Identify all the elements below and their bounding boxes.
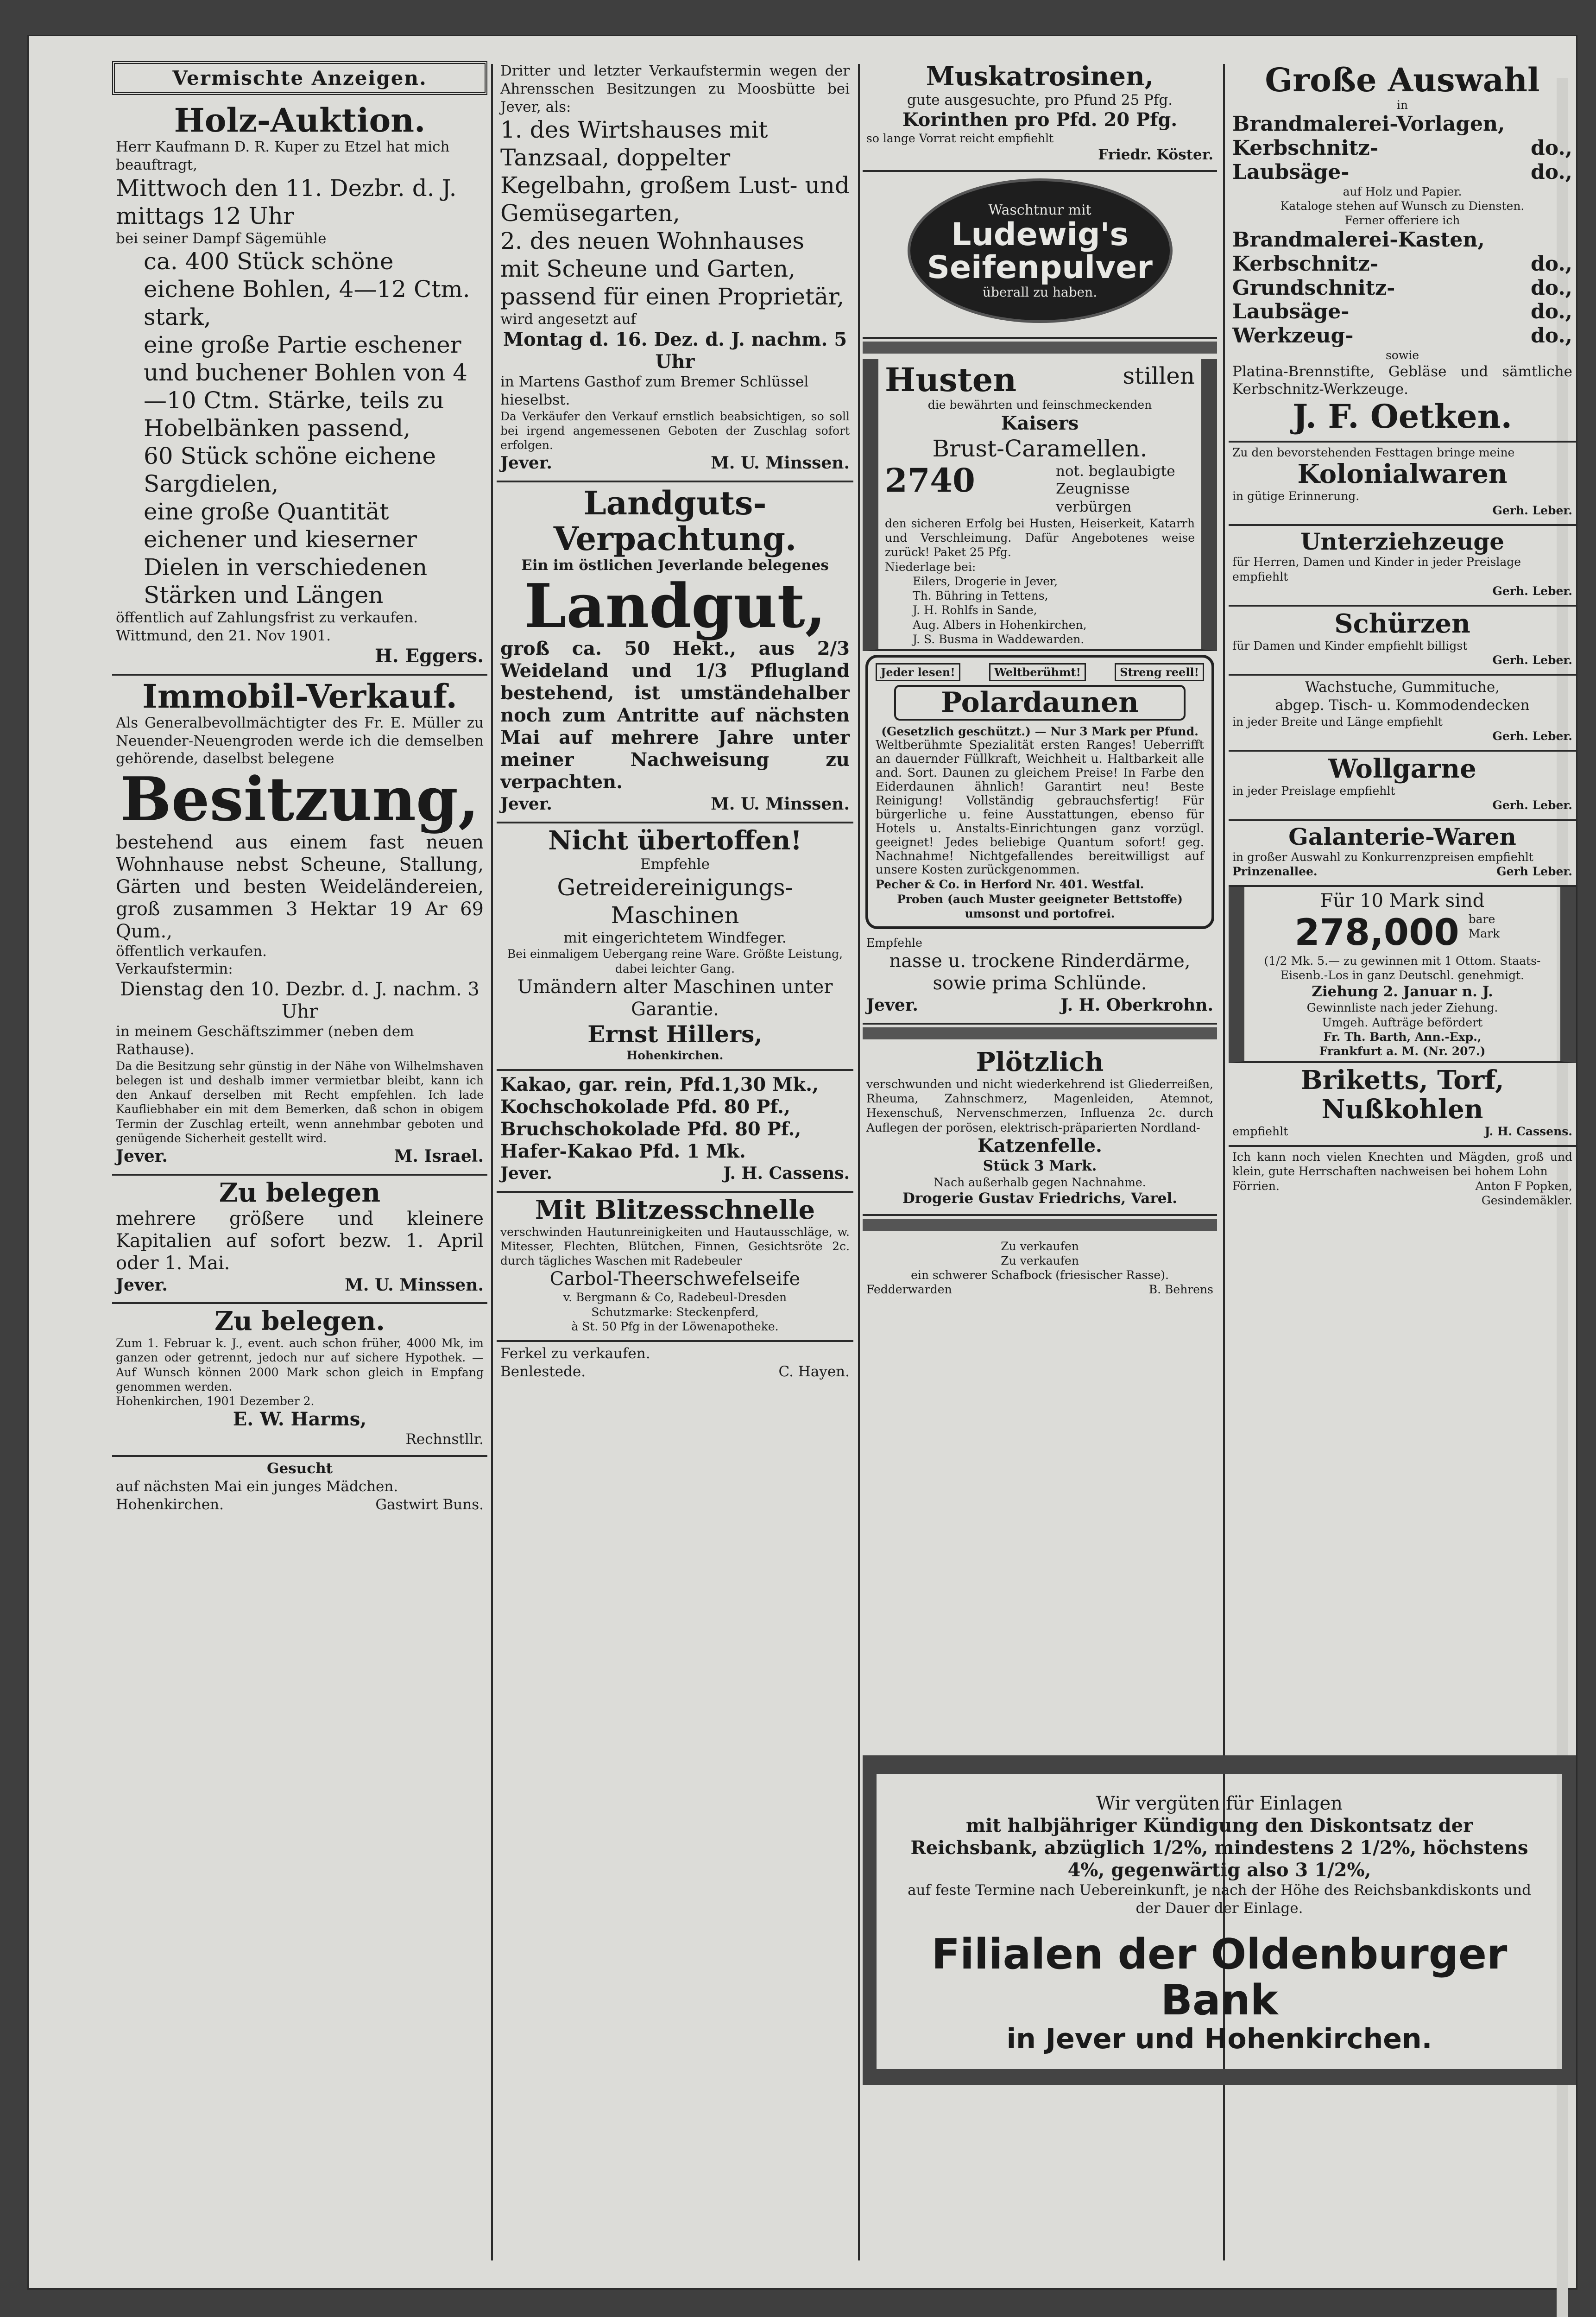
- ad-sub: mit eingerichtetem Windfeger.: [563, 929, 787, 946]
- ad-samples: Proben (auch Muster geeigneter Bettstoffe) umsonst und portofrei.: [897, 892, 1183, 920]
- ad-signature: Gerh. Leber.: [1492, 729, 1572, 743]
- ad-empfehle: Empfehle: [640, 855, 710, 873]
- ad-holz-auktion: [112, 100, 487, 676]
- ad-line: nasse u. trockene Rinderdärme,: [889, 950, 1191, 972]
- ad-ferkel: [497, 1342, 853, 1387]
- ad-signature: Ernst Hillers,: [587, 1020, 763, 1048]
- ad-role: Gesindemäkler.: [1481, 1193, 1572, 1207]
- ad-lotterie: [1229, 887, 1576, 1063]
- ad-title-verb: stillen: [1123, 362, 1195, 390]
- ad-row-ditto: do.,: [1531, 324, 1572, 348]
- column-2: [497, 59, 853, 2274]
- bank-line: mit halbjähriger Kündigung den Diskontsatz der Reichsbank, abzüglich 1/2%, mindestens 2 1/2%, höchstens 4%, gegenwärtig also 3 1/2%,: [910, 1815, 1528, 1881]
- ad-dealer: Th. Bühring in Tettens,: [913, 589, 1048, 603]
- ad-product: Getreidereinigungs-Maschinen: [557, 874, 793, 929]
- ad-signature: J. H. Oberkrohn.: [1060, 995, 1213, 1015]
- ad-unit: bare Mark: [1468, 912, 1500, 941]
- ad-line: abgep. Tisch- u. Kommodendecken: [1275, 697, 1530, 714]
- ad-signature: M. U. Minssen.: [711, 453, 850, 473]
- ad-line: Kochschokolade Pfd. 80 Pf.,: [500, 1096, 790, 1118]
- ad-signature-row: [1232, 864, 1572, 879]
- ad-body: Da Verkäufer den Verkauf ernstlich beabsichtigen, so soll bei irgend angemessenen Geboten der Zuschlag sofort erfolgen.: [500, 409, 850, 452]
- ad-place: Jever.: [866, 995, 918, 1015]
- ad-row-label: Laubsäge-: [1232, 300, 1350, 324]
- ad-signature: M. Israel.: [394, 1146, 484, 1166]
- ad-row-label: Brandmalerei-Kasten,: [1232, 228, 1485, 252]
- ad-place: Förrien.: [1232, 1179, 1280, 1193]
- ad-title: Gesucht: [267, 1460, 333, 1477]
- ad-place: Benlestede.: [500, 1363, 586, 1380]
- ad-line: so lange Vorrat reicht empfiehlt: [866, 132, 1054, 146]
- ad-minssen-verkauf: [497, 59, 853, 482]
- ad-tag: Weltberühmt!: [989, 663, 1086, 681]
- ad-body: verschwinden Hautunreinigkeiten und Hautausschläge, w. Mitesser, Flechten, Blütchen, Finnen, Gesichtsröte 2c. durch tägliches Waschen mit Radebeuler: [500, 1225, 850, 1268]
- ad-landgut: [497, 482, 853, 823]
- ad-sale: öffentlich verkaufen.: [116, 943, 267, 960]
- ad-title: Verpachtung.: [553, 519, 797, 558]
- ad-title-row: [885, 362, 1195, 398]
- ad-place: Jever.: [500, 453, 552, 473]
- ad-signature: J. H. Cassens.: [723, 1164, 850, 1184]
- ad-terms: öffentlich auf Zahlungsfrist zu verkaufen.: [116, 609, 418, 627]
- ad-title: Muskatrosinen,: [926, 61, 1154, 92]
- ad-dealer: Eilers, Drogerie in Jever,: [913, 574, 1058, 588]
- ad-signature: E. W. Harms,: [233, 1408, 367, 1431]
- ad-body: Bei einmaligem Uebergang reine Ware. Größte Leistung, dabei leichter Gang.: [507, 947, 843, 975]
- bank-title: Filialen der Oldenburger Bank: [931, 1930, 1508, 2025]
- ad-dealer: J. H. Rohlfs in Sande,: [913, 603, 1037, 617]
- ad-muskat: [863, 59, 1217, 172]
- ad-mark: Schutzmarke: Steckenpferd,: [591, 1305, 759, 1319]
- ad-row: [1232, 228, 1572, 252]
- ad-line: Hafer-Kakao Pfd. 1 Mk.: [500, 1140, 746, 1163]
- ad-product: Katzenfelle.: [978, 1134, 1102, 1157]
- ad-dealer: J. S. Busma in Waddewarden.: [913, 632, 1085, 646]
- ad-line: (1/2 Mk. 5.— zu gewinnen mit 1 Ottom. Staats-Eisenb.-Los in ganz Deutschl. genehmigt.: [1264, 954, 1541, 982]
- ad-body: ein schwerer Schafbock (friesischer Rasse).: [911, 1268, 1169, 1282]
- ad-signature-row: [866, 1282, 1213, 1297]
- ad-signature-row: [116, 1146, 484, 1167]
- ad-location: in meinem Geschäftszimmer (neben dem Rathause).: [116, 1023, 414, 1058]
- ad-row-ditto: do.,: [1531, 276, 1572, 300]
- ad-line: sowie: [1385, 348, 1419, 362]
- ad-body: empfiehlt: [1232, 1124, 1288, 1138]
- ad-gesucht: [112, 1457, 487, 1520]
- ad-title: Nicht übertoffen!: [548, 825, 802, 856]
- ad-title: Ferkel zu verkaufen.: [500, 1345, 650, 1362]
- ad-place: Jever.: [116, 1275, 168, 1295]
- ad-in: in: [1396, 98, 1408, 112]
- ad-price: à St. 50 Pfg in der Löwenapotheke.: [571, 1319, 779, 1333]
- ad-location: in Martens Gasthof zum Bremer Schlüssel hieselbst.: [500, 374, 809, 408]
- ad-maker: v. Bergmann & Co, Radebeul-Dresden: [563, 1291, 787, 1304]
- ad-term-label: Verkaufstermin:: [116, 961, 233, 978]
- ad-line: Frankfurt a. M. (Nr. 207.): [1319, 1045, 1486, 1058]
- ad-row-label: Werkzeug-: [1232, 324, 1354, 348]
- ad-product: Carbol-Theerschwefelseife: [549, 1268, 801, 1290]
- ad-title: Immobil-Verkauf.: [142, 677, 457, 715]
- ad-tail: Platina-Brennstifte, Gebläse und sämtliche Kerbschnitz-Werkzeuge.: [1232, 363, 1572, 398]
- ad-intro: Dritter und letzter Verkaufstermin wegen der Ahrensschen Besitzungen zu Moosbütte bei Jever, als:: [500, 63, 850, 115]
- ad-husten: [863, 359, 1217, 651]
- soap-oval: [908, 178, 1173, 323]
- ad-item: eine große Partie eschener und buchener Bohlen von 4—10 Ctm. Stärke, teils zu Hobelbänken passend,: [144, 331, 467, 442]
- ad-description: bestehend aus einem fast neuen Wohnhause nebst Scheune, Stallung, Gärten und besten Weideländereien, groß zusammen 3 Hektar 19 Ar 69 Qum.,: [116, 831, 484, 942]
- ad-signature: Gastwirt Buns.: [375, 1496, 484, 1513]
- ad-schafbock: [863, 1236, 1217, 1304]
- ad-signature-row: [1232, 1124, 1572, 1139]
- ad-title: Landguts-: [583, 484, 767, 523]
- ad-date: Hohenkirchen, 1901 Dezember 2.: [116, 1394, 315, 1408]
- ad-item: 60 Stück schöne eichene Sargdielen,: [144, 443, 436, 498]
- soap-logo: [866, 175, 1213, 330]
- soap-tag: Waschtnur mit: [988, 202, 1091, 219]
- ad-signature: M. U. Minssen.: [345, 1275, 484, 1295]
- ad-title: Zu verkaufen: [1001, 1253, 1079, 1267]
- ad-place: bei seiner Dampf Sägemühle: [116, 230, 327, 247]
- ad-title: Mit Blitzesschnelle: [535, 1194, 815, 1225]
- ad-blitz: [497, 1193, 853, 1342]
- ad-line: Gewinnliste nach jeder Ziehung.: [1306, 1001, 1498, 1015]
- ad-headline: Besitzung,: [120, 764, 479, 835]
- newspaper-page: [29, 36, 1576, 2288]
- ad-title: Galanterie-Waren: [1288, 823, 1516, 850]
- ad-signature-row: [116, 1274, 484, 1296]
- ad-ploetzlich: [863, 1045, 1217, 1215]
- ad-line: Wachstuche, Gummituche,: [1305, 679, 1500, 696]
- ad-signature: Gerh. Leber.: [1492, 504, 1572, 518]
- ad-line: Für 10 Mark sind: [1320, 890, 1485, 912]
- ad-line: Kakao, gar. rein, Pfd.1,30 Mk.,: [500, 1074, 819, 1096]
- ad-body: für Damen und Kinder empfiehlt billigst: [1232, 639, 1468, 652]
- ad-headline: Landgut,: [524, 570, 826, 641]
- ad-tags: [876, 663, 1204, 681]
- ad-date-place: Wittmund, den 21. Nov 1901.: [116, 627, 331, 644]
- ad-intro: Herr Kaufmann D. R. Kuper zu Etzel hat mich beauftragt,: [116, 139, 450, 173]
- ad-row-label: Grundschnitz-: [1232, 276, 1395, 300]
- ad-row-ditto: do.,: [1531, 160, 1572, 184]
- ad-place: Jever.: [116, 1146, 168, 1166]
- ad-amount: 278,000: [1294, 912, 1459, 954]
- ad-title: Zu belegen.: [214, 1306, 385, 1337]
- ad-row-label: Kerbschnitz-: [1232, 252, 1379, 276]
- ad-zu-belegen-1: [112, 1176, 487, 1304]
- soap-availability: überall zu haben.: [982, 284, 1098, 300]
- ad-row: [1232, 300, 1572, 324]
- ad-title: Zu belegen: [219, 1177, 381, 1208]
- ad-grosse-auswahl: [1229, 59, 1576, 443]
- ad-body: auf nächsten Mai ein junges Mädchen.: [116, 1478, 398, 1495]
- ad-title: Briketts, Torf,: [1300, 1065, 1504, 1096]
- ad-body: in jeder Preislage empfiehlt: [1232, 784, 1395, 798]
- ad-signature: C. Hayen.: [778, 1363, 850, 1380]
- ad-signature: Gerh. Leber.: [1492, 798, 1572, 812]
- ad-dealer: Aug. Albers in Hohenkirchen,: [913, 618, 1087, 632]
- ad-row: [1232, 112, 1572, 136]
- ad-hillers: [497, 823, 853, 1071]
- ad-subtitle: Ein im östlichen Jeverlande belegenes: [521, 557, 829, 574]
- ad-line: gute ausgesuchte, pro Pfund 25 Pfg.: [907, 91, 1173, 108]
- bank-line: auf feste Termine nach Uebereinkunft, je nach der Höhe des Reichsbankdiskonts und der Dauer der Einlage.: [908, 1882, 1531, 1917]
- ad-rinderdaerme: [863, 933, 1217, 1025]
- ad-zu-belegen-2: [112, 1304, 487, 1457]
- ad-cert-row: [885, 462, 1195, 516]
- ad-line: Umgeh. Aufträge befördert: [1322, 1015, 1483, 1029]
- ad-immobil-verkauf: [112, 676, 487, 1176]
- ad-place: Hohenkirchen.: [626, 1048, 724, 1062]
- ad-ship: Nach außerhalb gegen Nachnahme.: [934, 1175, 1146, 1189]
- soap-product: Seifenpulver: [927, 249, 1153, 286]
- ad-intro: Zu den bevorstehenden Festtagen bringe meine: [1232, 446, 1515, 459]
- ad-signature: Friedr. Köster.: [1098, 146, 1213, 163]
- ad-line: sowie prima Schlünde.: [933, 973, 1147, 994]
- ad-title: Zu verkaufen: [1001, 1239, 1079, 1253]
- ad-price: Stück 3 Mark.: [983, 1157, 1097, 1174]
- ad-line: auf Holz und Papier.: [1343, 184, 1462, 198]
- ad-signature: J. H. Cassens.: [1484, 1124, 1572, 1138]
- ad-row-label: Kerbschnitz-: [1232, 136, 1379, 160]
- ad-signature: B. Behrens: [1148, 1283, 1213, 1297]
- ad-galanterie: [1229, 821, 1576, 887]
- ad-row-label: Laubsäge-: [1232, 160, 1350, 184]
- ad-seifenpulver: [863, 172, 1217, 339]
- ad-signature-row: [500, 1363, 850, 1381]
- ad-place: Prinzenallee.: [1232, 864, 1318, 878]
- bank-box: [863, 1755, 1576, 2085]
- ad-signature: Anton F Popken,: [1475, 1179, 1572, 1193]
- ad-tail: in gütige Erinnerung.: [1232, 489, 1360, 503]
- ad-um: Umändern alter Maschinen unter Garantie.: [517, 976, 833, 1020]
- bank-line: Wir vergüten für Einlagen: [1096, 1793, 1343, 1814]
- ad-title: Wollgarne: [1328, 753, 1476, 785]
- ad-body: Zum 1. Februar k. J., event. auch schon früher, 4000 Mk, im ganzen oder getrennt, jedoch nur auf sichere Hypothek. — Auf Wunsch können 2000 Mark schon gleich in Empfang genommen werden.: [116, 1336, 484, 1393]
- separator-bar: [863, 1027, 1217, 1039]
- ad-wollgarne: [1229, 752, 1576, 821]
- ad-title: Husten: [885, 361, 1017, 399]
- ad-briketts: [1229, 1063, 1576, 1147]
- ad-line: Bruchschokolade Pfd. 80 Pf.,: [500, 1118, 801, 1140]
- ad-row-ditto: do.,: [1531, 252, 1572, 276]
- ad-signature-row: [116, 1496, 484, 1514]
- ad-signature-row: [500, 793, 850, 815]
- ad-row-label: Brandmalerei-Vorlagen,: [1232, 112, 1505, 136]
- ad-depot: Niederlage bei:: [885, 560, 976, 574]
- ad-gesinde: [1229, 1147, 1576, 1214]
- ad-row: [1232, 252, 1572, 276]
- ad-body: für Herren, Damen und Kinder in jeder Preislage empfiehlt: [1232, 555, 1521, 583]
- ad-kolonialwaren: [1229, 443, 1576, 526]
- ad-oldenburger-bank: [863, 1751, 1576, 2089]
- ad-title: Große Auswahl: [1265, 61, 1540, 99]
- separator-bar: [863, 342, 1217, 354]
- ad-polardaunen: [865, 655, 1214, 929]
- ad-amount-row: [1251, 912, 1554, 954]
- ad-line: Ferner offeriere ich: [1344, 214, 1460, 228]
- ad-date: Mittwoch den 11. Dezbr. d. J. mittags 12 Uhr: [116, 174, 457, 229]
- ad-intro: Als Generalbevollmächtigter des Fr. E. Müller zu Neuender-Neuengroden werde ich die demselben gehörende, daselbst belegene: [116, 714, 484, 767]
- ad-title: Kolonialwaren: [1297, 459, 1508, 490]
- ad-brand: Kaisers: [1001, 412, 1079, 434]
- ad-term: Dienstag den 10. Dezbr. d. J. nachm. 3 Uhr: [120, 979, 479, 1022]
- ad-row: [1232, 276, 1572, 300]
- ad-item: ca. 400 Stück schöne eichene Bohlen, 4—12 Ctm. stark,: [144, 248, 470, 331]
- bank-subtitle: in Jever und Hohenkirchen.: [1006, 2022, 1432, 2055]
- ad-place: Jever.: [500, 794, 552, 814]
- ad-signature: J. F. Oetken.: [1293, 397, 1512, 436]
- ad-signature-row: [500, 452, 850, 474]
- ad-empfehle: Empfehle: [866, 936, 922, 950]
- ad-signature: Gerh. Leber.: [1492, 584, 1572, 598]
- ad-tag: Jeder lesen!: [876, 663, 960, 681]
- ad-place: Fedderwarden: [866, 1283, 952, 1297]
- ad-body: mehrere größere und kleinere Kapitalien auf sofort bezw. 1. April oder 1. Mai.: [116, 1208, 484, 1274]
- ad-cert: not. beglaubigte Zeugnisse verbürgen: [1056, 462, 1175, 516]
- ad-body: in großer Auswahl zu Konkurrenzpreisen empfiehlt: [1232, 850, 1533, 864]
- ad-body: Da die Besitzung sehr günstig in der Nähe von Wilhelmshaven belegen ist und deshalb immer vermietbar bleibt, kann ich den Ankauf derselben mit Recht empfehlen. Ich lade Kaufliebhaber ein mit dem Bemerken, daß schon in obigem Termin der Zuschlag erteilt, wenn annehmbar geboten und genügende Sicherheit gestellt wird.: [116, 1059, 484, 1145]
- column-1: [112, 59, 487, 2274]
- column-rule: [491, 64, 493, 2260]
- ad-line: Korinthen pro Pfd. 20 Pfg.: [902, 109, 1178, 131]
- ad-price: (Gesetzlich geschützt.) — Nur 3 Mark per Pfund.: [881, 725, 1199, 739]
- ad-set: wird angesetzt auf: [500, 311, 636, 328]
- soap-brand: Ludewig's: [951, 216, 1129, 253]
- ad-row-ditto: do.,: [1531, 136, 1572, 160]
- ad-signature: M. U. Minssen.: [711, 794, 850, 814]
- ad-title: Schürzen: [1334, 608, 1470, 639]
- ad-line: die bewährten und feinschmeckenden: [927, 398, 1152, 412]
- ad-title: Polardaunen: [894, 685, 1186, 721]
- ad-line: Ziehung 2. Januar n. J.: [1312, 983, 1493, 1000]
- section-header: Vermischte Anzeigen.: [112, 61, 487, 95]
- ad-signature: Gerh. Leber.: [1492, 653, 1572, 667]
- ad-body: groß ca. 50 Hekt., aus 2/3 Weideland und 1/3 Pflugland bestehend, ist umständehalber noch zum Antritte auf nächsten Mai auf mehrere Jahre unter meiner Nachweisung zu verpachten.: [500, 638, 850, 793]
- ad-title: Plötzlich: [976, 1047, 1104, 1078]
- ad-line: Kataloge stehen auf Wunsch zu Diensten.: [1280, 199, 1525, 213]
- ad-product: Brust-Caramellen.: [932, 435, 1148, 462]
- separator-bar: [863, 1219, 1217, 1231]
- ad-unterziehzeuge: [1229, 526, 1576, 607]
- ad-signature-row: [500, 1163, 850, 1184]
- ad-line: Fr. Th. Barth, Ann.-Exp.,: [1323, 1030, 1482, 1044]
- column-rule: [858, 64, 860, 2260]
- ad-row: [1232, 324, 1572, 348]
- ad-schuerzen: [1229, 607, 1576, 676]
- ad-item: 2. des neuen Wohnhauses mit Scheune und Garten, passend für einen Proprietär,: [500, 228, 845, 310]
- ad-signature: H. Eggers.: [374, 645, 484, 667]
- ad-tag: Streng reell!: [1115, 663, 1204, 681]
- ad-title: Holz-Auktion.: [174, 101, 426, 139]
- ad-signature: Gerh Leber.: [1496, 864, 1572, 878]
- ad-place: Hohenkirchen.: [116, 1496, 224, 1513]
- ad-body: Weltberühmte Spezialität ersten Ranges! Ueberrifft an dauernder Füllkraft, Weichheit u. Haltbarkeit alle and. Sort. Daunen zu gleichem Preise! In Farbe den Eiderdaunen ähnlich! Garantirt neu! Beste Reinigung! Vollständig gebrauchsfertig! Für bürgerliche u. feine Ausstattungen, ebenso für Hotels u. Anstalts-Einrichtungen ganz vorzügl. geeignet! Jedes beliebige Quantum sofort! geg. Nachnahme! Nichtgefallendes bereitwilligst auf unsere Kosten zurückgenommen.: [876, 738, 1204, 877]
- ad-wachstuche: [1229, 676, 1576, 752]
- ad-date: Montag d. 16. Dez. d. J. nachm. 5 Uhr: [503, 329, 847, 373]
- ad-body: Ich kann noch vielen Knechten und Mägden, groß und klein, gute Herrschaften nachweisen bei hohem Lohn: [1232, 1150, 1572, 1178]
- ad-role: Rechnstllr.: [405, 1431, 484, 1448]
- ad-number: 2740: [885, 461, 975, 500]
- ad-row: [1232, 160, 1572, 184]
- ad-title: Nußkohlen: [1321, 1094, 1483, 1125]
- ad-signature-row: [1232, 1179, 1572, 1193]
- ad-body: verschwunden und nicht wiederkehrend ist Gliederreißen, Rheuma, Zahnschmerz, Magenleiden, Atemnot, Hexenschuß, Nervenschmerzen, Influenza 2c. durch Auflegen der porösen, elektrisch-präparierten Nordland-: [866, 1077, 1213, 1134]
- ad-kakao: [497, 1071, 853, 1193]
- ad-firm: Pecher & Co. in Herford Nr. 401. Westfal.: [876, 878, 1144, 892]
- ad-place: Jever.: [500, 1164, 552, 1184]
- ad-firm: Drogerie Gustav Friedrichs, Varel.: [902, 1190, 1178, 1207]
- ad-line: in jeder Breite und Länge empfiehlt: [1232, 715, 1443, 728]
- ad-signature-row: [866, 994, 1213, 1016]
- ad-item: eine große Quantität eichener und kieserner Dielen in verschiedenen Stärken und Längen: [144, 498, 428, 609]
- ad-item: 1. des Wirtshauses mit Tanzsaal, doppelter Kegelbahn, großem Lust- und Gemüsegarten,: [500, 116, 850, 227]
- ad-row-ditto: do.,: [1531, 300, 1572, 324]
- ad-body: den sicheren Erfolg bei Husten, Heiserkeit, Katarrh und Verschleimung. Dafür Angebotenes weise zurück! Paket 25 Pfg.: [885, 516, 1195, 559]
- ad-title: Unterziehzeuge: [1300, 528, 1505, 556]
- ad-row: [1232, 136, 1572, 160]
